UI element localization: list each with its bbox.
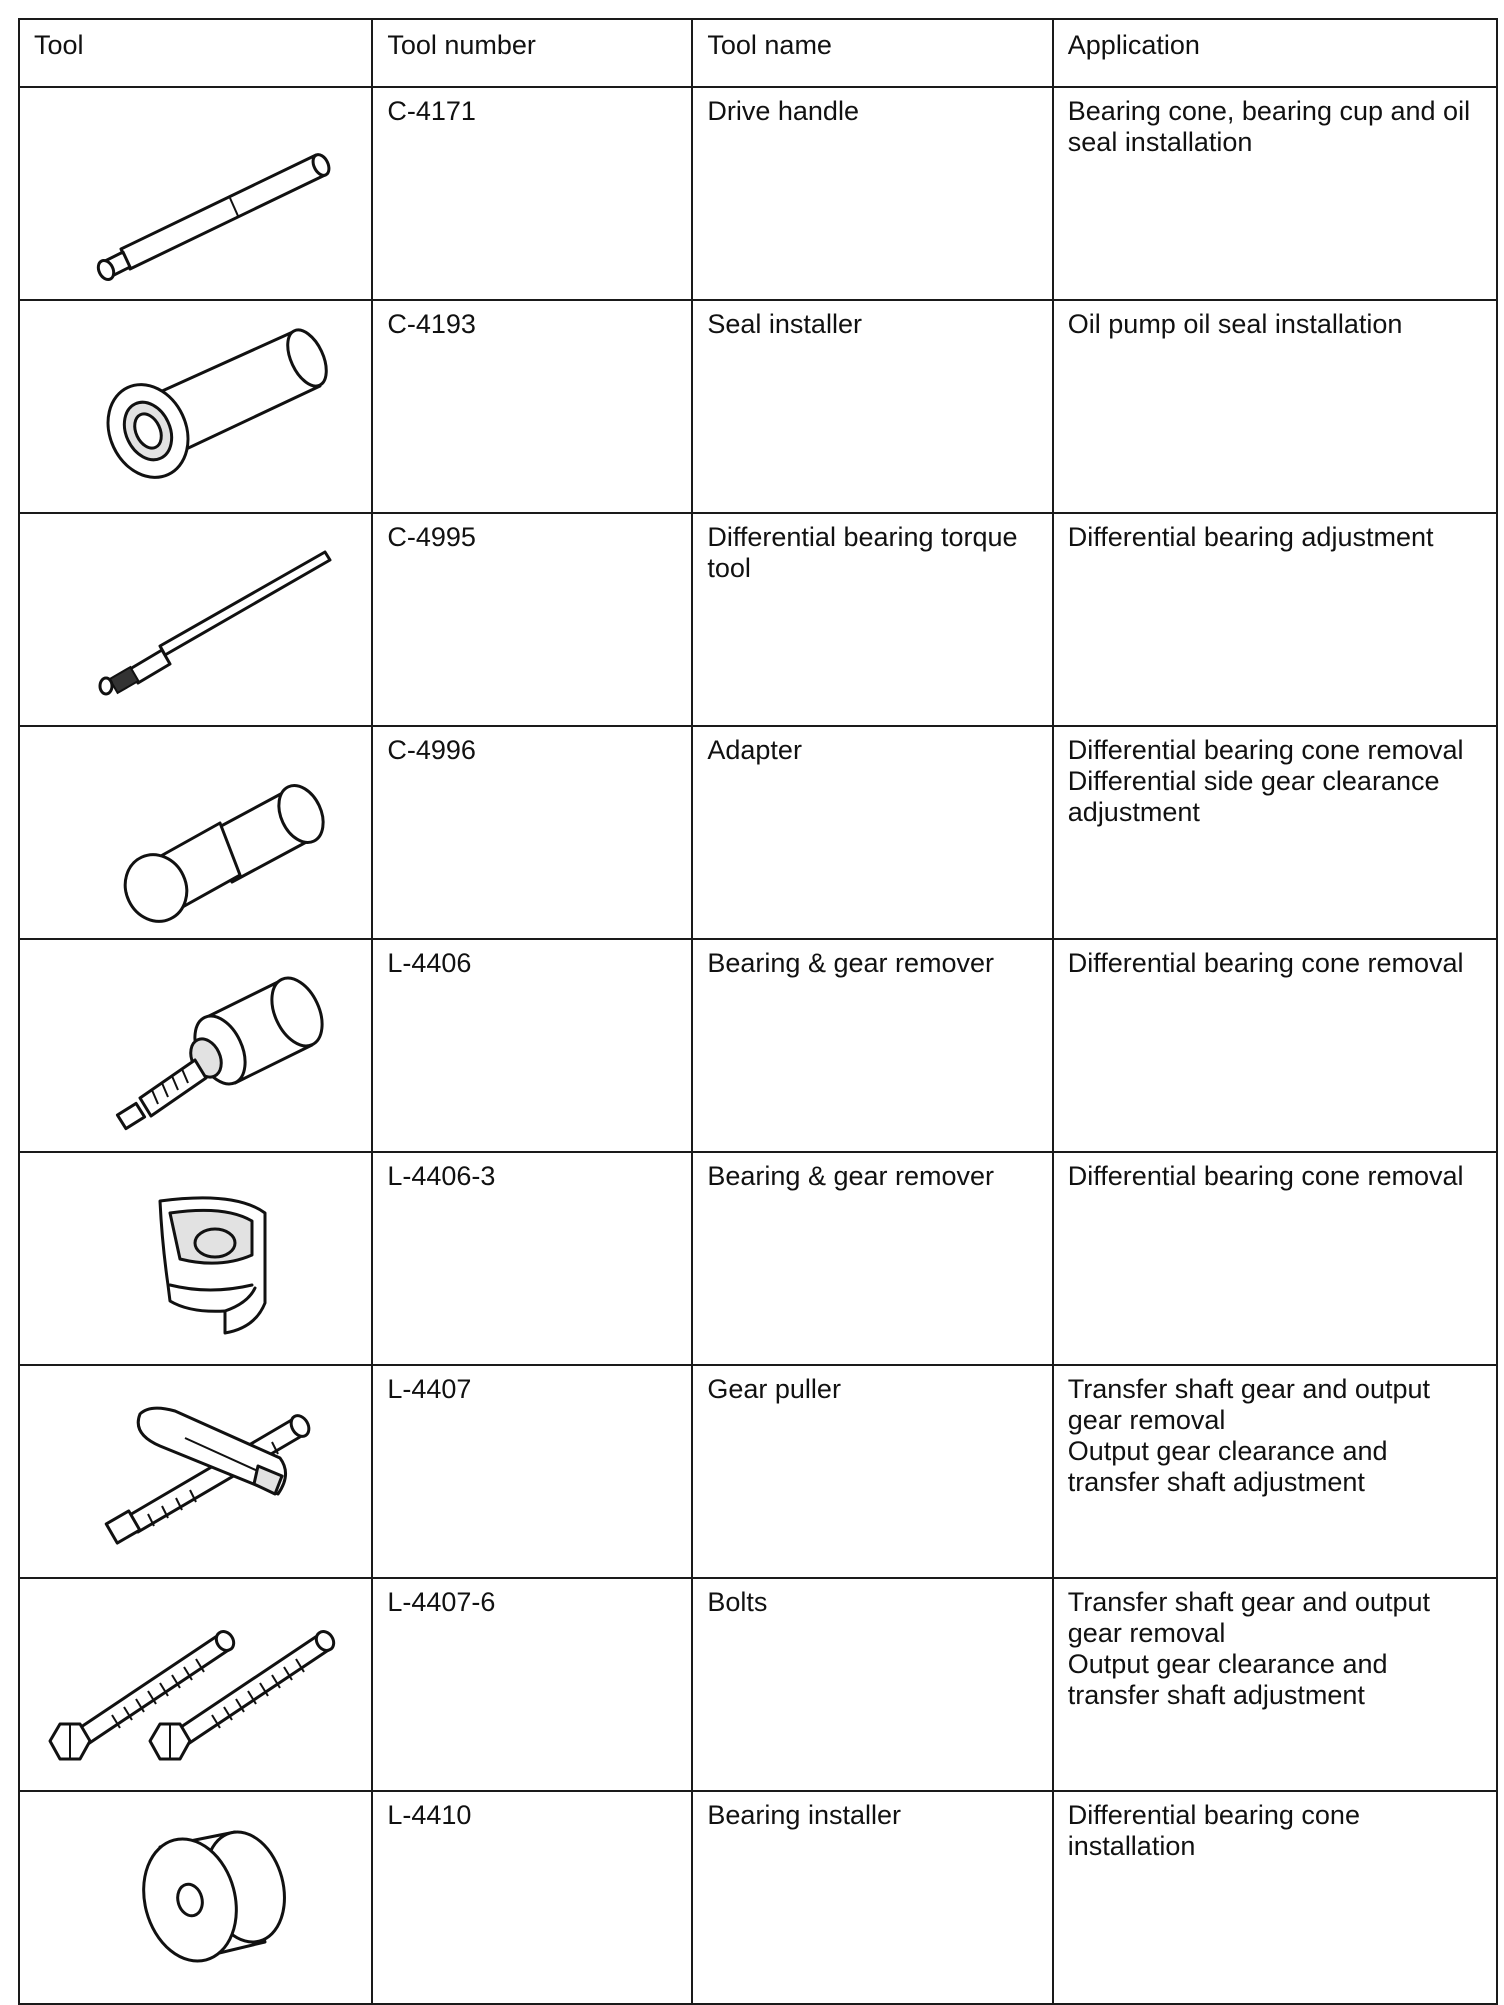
tool-name: Bearing installer: [692, 1791, 1052, 2004]
header-application: Application: [1053, 19, 1497, 87]
application-cell: [1053, 939, 1497, 1152]
header-tool: Tool: [19, 19, 372, 87]
header-tool-number: Tool number: [372, 19, 692, 87]
application-cell: [1053, 1152, 1497, 1365]
application-cell: [1053, 1791, 1497, 2004]
seal-installer-icon: [20, 301, 370, 504]
tool-number: L-4406: [372, 939, 692, 1152]
tool-name: Gear puller: [692, 1365, 1052, 1578]
tool-image-cell: [19, 1152, 372, 1365]
header-row: [19, 19, 1497, 87]
application-line: Output gear clearance and transfer shaft adjustment: [1067, 1436, 1388, 1497]
application-line: Differential bearing cone installation: [1067, 1800, 1360, 1861]
gear-puller-icon: [20, 1366, 370, 1569]
tool-image-cell: [19, 1365, 372, 1578]
table-row: [19, 87, 1497, 300]
table-row: [19, 1365, 1497, 1578]
tool-number: C-4996: [372, 726, 692, 939]
application-line: Transfer shaft gear and output gear removal: [1067, 1374, 1431, 1435]
tool-name: Seal installer: [692, 300, 1052, 513]
application-line: Differential bearing adjustment: [1067, 522, 1434, 552]
tool-image-cell: [19, 1791, 372, 2004]
application-cell: [1053, 1365, 1497, 1578]
tool-number: L-4406-3: [372, 1152, 692, 1365]
table-row: [19, 726, 1497, 939]
tool-image-cell: [19, 87, 372, 300]
tool-number: L-4410: [372, 1791, 692, 2004]
tool-number: L-4407-6: [372, 1578, 692, 1791]
application-cell: [1053, 300, 1497, 513]
application-line: Transfer shaft gear and output gear removal: [1067, 1587, 1431, 1648]
application-cell: [1053, 513, 1497, 726]
table-row: [19, 939, 1497, 1152]
tool-image-cell: [19, 513, 372, 726]
table-row: [19, 300, 1497, 513]
application-cell: [1053, 87, 1497, 300]
application-line: Differential bearing cone removal: [1067, 1161, 1464, 1191]
application-cell: [1053, 1578, 1497, 1791]
tool-name: Bolts: [692, 1578, 1052, 1791]
tool-name: Adapter: [692, 726, 1052, 939]
bearing-installer-icon: [20, 1792, 370, 1995]
application-line: Bearing cone, bearing cup and oil seal installation: [1067, 96, 1471, 157]
application-line: Oil pump oil seal installation: [1067, 309, 1403, 339]
drive-handle-icon: [20, 88, 370, 291]
tool-name: Drive handle: [692, 87, 1052, 300]
tool-name: Bearing & gear remover: [692, 939, 1052, 1152]
tool-image-cell: [19, 1578, 372, 1791]
table-row: [19, 1152, 1497, 1365]
tool-number: C-4995: [372, 513, 692, 726]
tool-number: C-4193: [372, 300, 692, 513]
application-line: Output gear clearance and transfer shaft adjustment: [1067, 1649, 1388, 1710]
bearing-gear-remover-icon: [20, 940, 370, 1143]
special-tools-table: [18, 18, 1498, 2005]
table-row: [19, 1791, 1497, 2004]
tool-number: L-4407: [372, 1365, 692, 1578]
tool-image-cell: [19, 939, 372, 1152]
tool-number: C-4171: [372, 87, 692, 300]
split-collet-icon: [20, 1153, 370, 1356]
torque-tool-icon: [20, 514, 370, 717]
tool-image-cell: [19, 726, 372, 939]
application-cell: [1053, 726, 1497, 939]
header-tool-name: Tool name: [692, 19, 1052, 87]
tool-name: Differential bearing torque tool: [692, 513, 1052, 726]
table-row: [19, 513, 1497, 726]
application-line: Differential bearing cone removal: [1067, 735, 1464, 765]
table-row: [19, 1578, 1497, 1791]
adapter-icon: [20, 727, 370, 930]
application-line: Differential side gear clearance adjustment: [1067, 766, 1440, 827]
application-line: Differential bearing cone removal: [1067, 948, 1464, 978]
bolts-icon: [20, 1579, 370, 1782]
tool-name: Bearing & gear remover: [692, 1152, 1052, 1365]
tool-image-cell: [19, 300, 372, 513]
